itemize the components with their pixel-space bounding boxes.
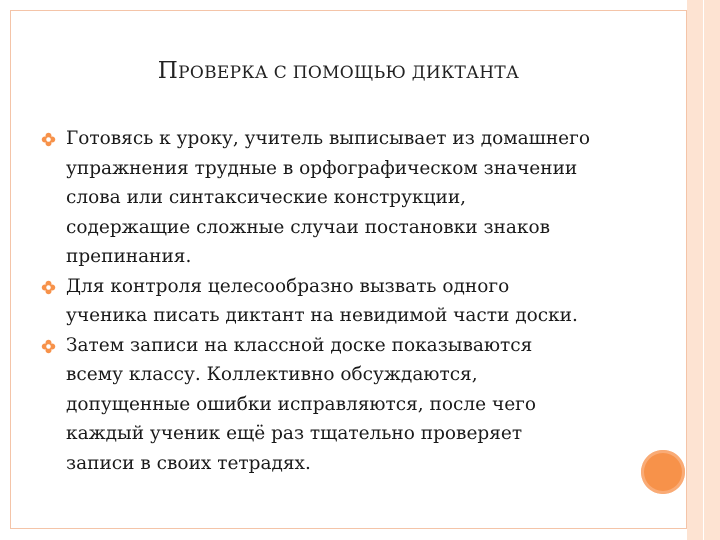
flower-bullet-icon [41,280,56,295]
bullet-line: допущенные ошибки исправляются, после чего [66,393,536,415]
bullet-line: всему классу. Коллективно обсуждаются, [66,364,478,385]
bullet-list [66,124,686,478]
flower-bullet-icon [41,339,56,354]
bullet-line: упражнения трудные в орфографическом значении [66,157,578,179]
slide-title [0,58,677,84]
bullet-line: Затем записи на классной доске показываются [66,334,533,356]
bullet-line: слова или синтаксические конструкции, [66,187,467,208]
flower-bullet-icon [41,132,56,147]
bullet-item [66,124,686,272]
bullet-line: ученика писать диктант на невидимой части доски. [66,305,578,326]
bullet-line: Готовясь к уроку, учитель выписывает из домашнего [66,128,590,149]
bullet-line: препинания. [66,246,192,267]
bullet-line: каждый ученик ещё раз тщательно проверяет [66,423,523,444]
bullet-item [66,272,686,331]
bullet-line: Для контроля целесообразно вызвать одного [66,275,510,297]
title-initial: П [157,58,179,84]
decorative-strip-line [703,0,704,540]
bullet-text [66,272,686,331]
orange-circle-decoration [641,450,685,494]
bullet-line: содержащие сложные случаи постановки знаков [66,216,551,238]
bullet-item [66,331,686,479]
bullet-line: записи в своих тетрадях. [66,452,311,474]
title-rest: РОВЕРКА С ПОМОЩЬЮ ДИКТАНТА [178,63,520,83]
bullet-text [66,124,686,272]
bullet-text [66,331,686,479]
